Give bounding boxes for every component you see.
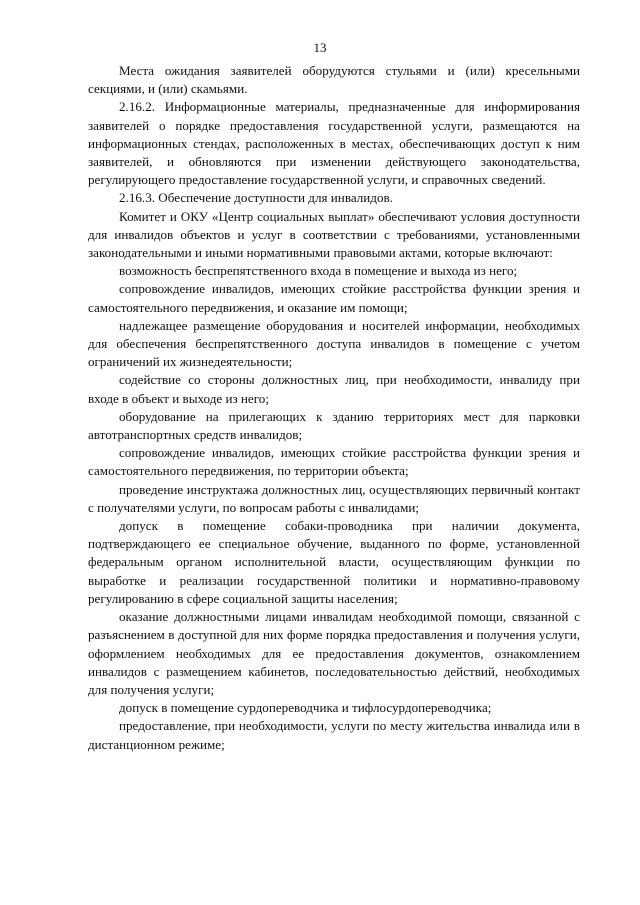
list-item-parking: оборудование на прилегающих к зданию территориях мест для парковки автотранспортных средств инвалидов;: [88, 408, 580, 443]
paragraph-waiting-areas: Места ожидания заявителей оборудуются стульями и (или) кресельными секциями, и (или) скамьями.: [88, 63, 580, 97]
list-item-remote-service: предоставление, при необходимости, услуги по месту жительства инвалида или в дистанционном режиме;: [88, 718, 580, 752]
paragraph-accessibility-intro: Комитет и ОКУ «Центр социальных выплат» обеспечивают условия доступности для инвалидов объектов и услуг в соответствии с требованиями, установленными законодательными и иными нормативными правовыми актами, которые включают:: [88, 208, 580, 261]
page-number: 13: [313, 40, 327, 55]
list-item-explanation-help: оказание должностными лицами инвалидам необходимой помощи, связанной с разъяснением в доступной для них форме порядка предоставления и получения услуги, оформлением необходимых для ее предоставления документов, ознакомлением инвалидов с размещением кабинетов, последовательностью действий, необходимых для получения услуги;: [88, 609, 580, 697]
list-item-equipment-placement: надлежащее размещение оборудования и носителей информации, необходимых для обеспечения беспрепятственного доступа инвалидов в помещение с учетом ограничений их жизнедеятельности;: [88, 317, 580, 370]
list-item-entrance: возможность беспрепятственного входа в помещение и выхода из него;: [119, 263, 518, 279]
list-item-escort-territory: сопровождение инвалидов, имеющих стойкие расстройства функции зрения и самостоятельного передвижения, по территории объекта;: [88, 445, 580, 479]
list-item-staff-instruction: проведение инструктажа должностных лиц, осуществляющих первичный контакт с получателями услуги, по вопросам работы с инвалидами;: [88, 481, 580, 515]
list-item-sign-interpreter: допуск в помещение сурдопереводчика и тифлосурдопереводчика;: [119, 700, 492, 716]
paragraph-2-16-3-heading: 2.16.3. Обеспечение доступности для инвалидов.: [119, 190, 393, 206]
list-item-guide-dog: допуск в помещение собаки-проводника при наличии документа, подтверждающего ее специальное обучение, выданного по форме, установленной федеральным органом исполнительной власти, осуществляющим функции по выработке и реализации государственной политики и нормативно-правовому регулированию в сфере социальной защиты населения;: [88, 518, 580, 606]
list-item-official-assistance: содействие со стороны должностных лиц, при необходимости, инвалиду при входе в объект и выходе из него;: [88, 372, 580, 406]
document-body: [88, 62, 580, 754]
list-item-escort-assistance: сопровождение инвалидов, имеющих стойкие расстройства функции зрения и самостоятельного передвижения, и оказание им помощи;: [88, 281, 580, 315]
paragraph-2-16-2: 2.16.2. Информационные материалы, предназначенные для информирования заявителей о порядке предоставления государственной услуги, размещаются на информационных стендах, расположенных в местах, обеспечивающих доступ к ним заявителей, и обновляются при изменении действующего законодательства, регулирующего предоставление государственной услуги, и справочных сведений.: [88, 99, 580, 188]
